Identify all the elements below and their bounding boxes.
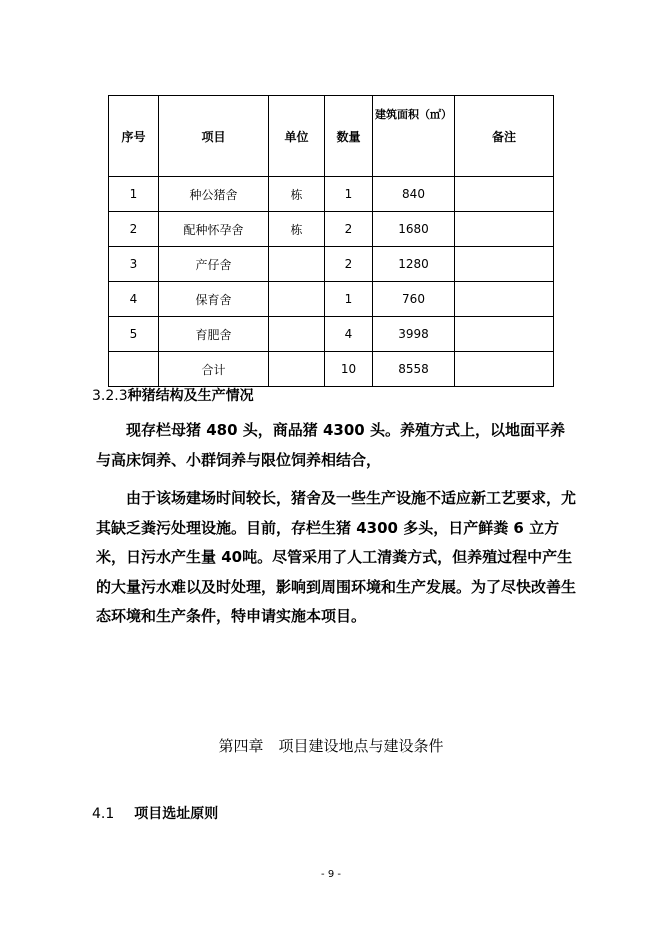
cell-quantity: 1 — [325, 282, 373, 317]
section-number: 3.2.3 — [92, 388, 128, 404]
table-row — [109, 247, 554, 282]
cell-area: 1680 — [373, 212, 455, 247]
subsection-number: 4.1 — [92, 806, 115, 822]
building-area-table — [108, 95, 554, 387]
cell-index: 3 — [109, 247, 159, 282]
cell-item: 配种怀孕舍 — [159, 212, 269, 247]
cell-unit — [269, 352, 325, 387]
cell-unit — [269, 282, 325, 317]
section-heading — [92, 385, 254, 405]
cell-item: 产仔舍 — [159, 247, 269, 282]
cell-quantity: 2 — [325, 247, 373, 282]
cell-area: 8558 — [373, 352, 455, 387]
paragraph-2: 由于该场建场时间较长，猪舍及一些生产设施不适应新工艺要求，尤其缺乏粪污处理设施。目前，存栏生猪 4300 多头，日产鲜粪 6 立方米，日污水产生量 40吨。尽管采用了人工清粪方式，但养殖过程中产生的大量污水难以及时处理，影响到周围环境和生产发展。为了尽快改善生态环境和生产条件，特申请实施本项目。 — [96, 489, 577, 625]
cell-unit — [269, 247, 325, 282]
chapter-title: 第四章 项目建设地点与建设条件 — [218, 737, 444, 755]
cell-remark — [455, 352, 554, 387]
cell-unit: 栋 — [269, 212, 325, 247]
header-unit: 单位 — [269, 96, 325, 177]
header-remark: 备注 — [455, 96, 554, 177]
cell-index: 2 — [109, 212, 159, 247]
subsection-heading — [92, 803, 218, 823]
cell-quantity: 1 — [325, 177, 373, 212]
paragraph-1: 现存栏母猪 480 头，商品猪 4300 头。养殖方式上，以地面平养与高床饲养、小群饲养与限位饲养相结合， — [96, 421, 565, 469]
table-row — [109, 212, 554, 247]
table-total-row — [109, 352, 554, 387]
cell-item: 种公猪舍 — [159, 177, 269, 212]
cell-quantity: 4 — [325, 317, 373, 352]
table-row — [109, 317, 554, 352]
cell-area: 1280 — [373, 247, 455, 282]
cell-area: 3998 — [373, 317, 455, 352]
table-header-row — [109, 96, 554, 177]
table-row — [109, 177, 554, 212]
cell-item: 合计 — [159, 352, 269, 387]
cell-remark — [455, 212, 554, 247]
cell-index — [109, 352, 159, 387]
cell-index: 5 — [109, 317, 159, 352]
header-quantity: 数量 — [325, 96, 373, 177]
header-item: 项目 — [159, 96, 269, 177]
cell-item: 育肥舍 — [159, 317, 269, 352]
table-row — [109, 282, 554, 317]
header-index: 序号 — [109, 96, 159, 177]
section-title: 种猪结构及生产情况 — [127, 388, 254, 404]
cell-remark — [455, 177, 554, 212]
page-number: - 9 - — [321, 869, 341, 880]
cell-quantity: 10 — [325, 352, 373, 387]
cell-unit: 栋 — [269, 177, 325, 212]
cell-remark — [455, 282, 554, 317]
cell-item: 保育舍 — [159, 282, 269, 317]
cell-area: 760 — [373, 282, 455, 317]
cell-unit — [269, 317, 325, 352]
cell-index: 4 — [109, 282, 159, 317]
subsection-title: 项目选址原则 — [134, 806, 219, 822]
header-area: 建筑面积（㎡） — [373, 96, 455, 177]
cell-index: 1 — [109, 177, 159, 212]
cell-remark — [455, 317, 554, 352]
cell-area: 840 — [373, 177, 455, 212]
cell-quantity: 2 — [325, 212, 373, 247]
cell-remark — [455, 247, 554, 282]
